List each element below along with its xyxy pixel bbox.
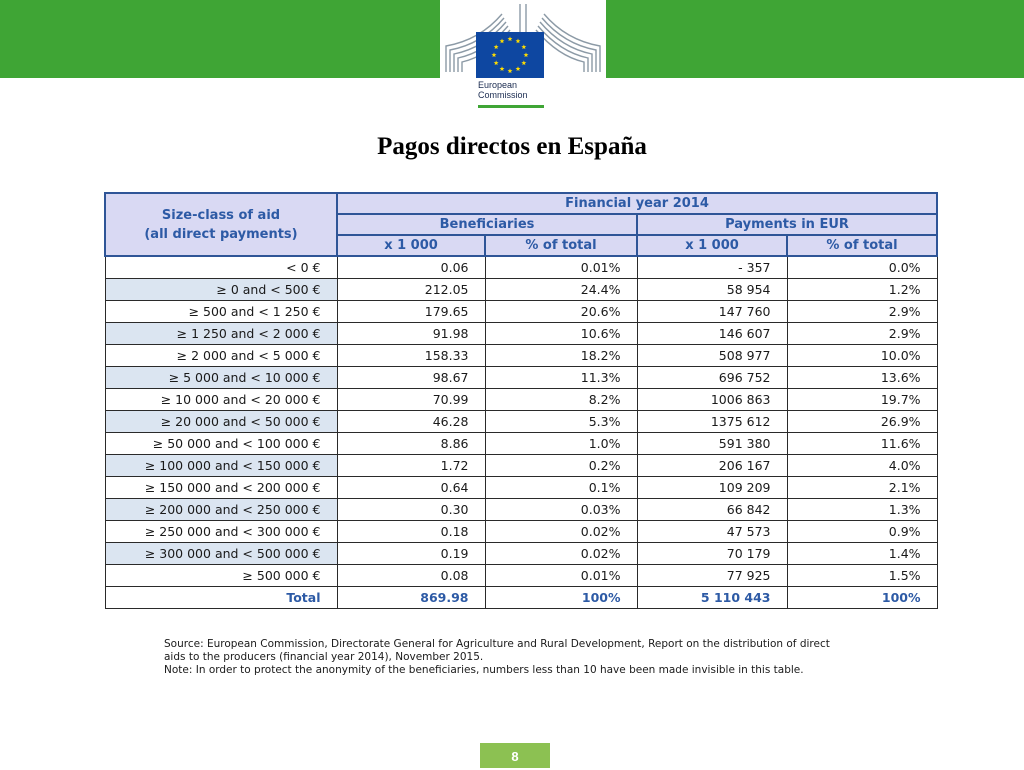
table-row <box>105 323 937 345</box>
row-payments-pct: 1.5% <box>787 565 937 587</box>
total-payments-pct: 100% <box>787 587 937 609</box>
logo-line-1: European <box>478 80 518 90</box>
row-payments: 591 380 <box>637 433 787 455</box>
row-payments: 77 925 <box>637 565 787 587</box>
source-line-3: Note: In order to protect the anonymity of the beneficiaries, numbers less than 10 have been made invisible in this table. <box>164 664 804 676</box>
row-payments: 146 607 <box>637 323 787 345</box>
total-beneficiaries-pct: 100% <box>485 587 637 609</box>
row-beneficiaries-pct: 0.1% <box>485 477 637 499</box>
total-row <box>105 587 937 609</box>
row-payments-pct: 26.9% <box>787 411 937 433</box>
table-row <box>105 521 937 543</box>
total-payments: 5 110 443 <box>637 587 787 609</box>
payments-table-wrapper <box>104 192 936 609</box>
source-note <box>164 638 924 677</box>
table-row <box>105 477 937 499</box>
row-beneficiaries-pct: 18.2% <box>485 345 637 367</box>
logo-text <box>478 80 528 100</box>
row-payments: - 357 <box>637 256 787 279</box>
row-size-class: ≥ 100 000 and < 150 000 € <box>105 455 337 477</box>
table-row <box>105 345 937 367</box>
row-size-class: ≥ 20 000 and < 50 000 € <box>105 411 337 433</box>
row-payments: 47 573 <box>637 521 787 543</box>
row-payments: 66 842 <box>637 499 787 521</box>
row-beneficiaries: 0.18 <box>337 521 485 543</box>
payments-x1000-header: x 1 000 <box>637 235 787 256</box>
table-row <box>105 279 937 301</box>
total-size-class: Total <box>105 587 337 609</box>
row-size-class: ≥ 1 250 and < 2 000 € <box>105 323 337 345</box>
row-size-class: ≥ 2 000 and < 5 000 € <box>105 345 337 367</box>
source-line-2: aids to the producers (financial year 2014), November 2015. <box>164 651 484 663</box>
row-beneficiaries: 0.19 <box>337 543 485 565</box>
logo-underline <box>478 105 544 108</box>
row-beneficiaries-pct: 0.01% <box>485 256 637 279</box>
row-payments: 508 977 <box>637 345 787 367</box>
berlaymont-building-icon <box>440 0 606 80</box>
page-title: Pagos directos en España <box>377 133 647 160</box>
row-size-class: ≥ 0 and < 500 € <box>105 279 337 301</box>
row-payments-pct: 10.0% <box>787 345 937 367</box>
row-beneficiaries: 1.72 <box>337 455 485 477</box>
table-row <box>105 565 937 587</box>
row-size-class: ≥ 500 000 € <box>105 565 337 587</box>
row-size-class: ≥ 5 000 and < 10 000 € <box>105 367 337 389</box>
table-row <box>105 499 937 521</box>
row-beneficiaries-pct: 20.6% <box>485 301 637 323</box>
row-beneficiaries: 179.65 <box>337 301 485 323</box>
table-row <box>105 433 937 455</box>
row-payments: 70 179 <box>637 543 787 565</box>
row-beneficiaries: 8.86 <box>337 433 485 455</box>
row-beneficiaries-pct: 0.2% <box>485 455 637 477</box>
row-payments: 109 209 <box>637 477 787 499</box>
logo-line-2: Commission <box>478 90 528 100</box>
page-number-badge: 8 <box>480 743 550 768</box>
size-class-header <box>105 193 337 256</box>
table-row <box>105 367 937 389</box>
row-beneficiaries: 0.64 <box>337 477 485 499</box>
table-row <box>105 411 937 433</box>
row-payments-pct: 2.9% <box>787 323 937 345</box>
row-size-class: ≥ 250 000 and < 300 000 € <box>105 521 337 543</box>
size-class-header-line-2: (all direct payments) <box>144 226 298 242</box>
row-beneficiaries-pct: 1.0% <box>485 433 637 455</box>
row-beneficiaries-pct: 0.03% <box>485 499 637 521</box>
table-body <box>105 256 937 609</box>
row-beneficiaries-pct: 10.6% <box>485 323 637 345</box>
payments-pct-header: % of total <box>787 235 937 256</box>
row-payments: 1006 863 <box>637 389 787 411</box>
size-class-header-line-1: Size-class of aid <box>161 207 281 223</box>
row-beneficiaries: 0.30 <box>337 499 485 521</box>
table-row <box>105 543 937 565</box>
row-payments: 696 752 <box>637 367 787 389</box>
row-beneficiaries-pct: 24.4% <box>485 279 637 301</box>
row-payments-pct: 2.1% <box>787 477 937 499</box>
row-beneficiaries: 46.28 <box>337 411 485 433</box>
row-payments-pct: 1.2% <box>787 279 937 301</box>
row-payments-pct: 0.0% <box>787 256 937 279</box>
european-commission-logo <box>440 0 606 112</box>
row-beneficiaries-pct: 0.01% <box>485 565 637 587</box>
total-beneficiaries: 869.98 <box>337 587 485 609</box>
row-size-class: ≥ 50 000 and < 100 000 € <box>105 433 337 455</box>
row-payments-pct: 1.3% <box>787 499 937 521</box>
row-size-class: ≥ 150 000 and < 200 000 € <box>105 477 337 499</box>
row-beneficiaries: 70.99 <box>337 389 485 411</box>
row-payments-pct: 11.6% <box>787 433 937 455</box>
row-size-class: ≥ 200 000 and < 250 000 € <box>105 499 337 521</box>
beneficiaries-x1000-header: x 1 000 <box>337 235 485 256</box>
table-row <box>105 389 937 411</box>
row-payments-pct: 19.7% <box>787 389 937 411</box>
row-size-class: ≥ 500 and < 1 250 € <box>105 301 337 323</box>
beneficiaries-header: Beneficiaries <box>337 214 637 235</box>
row-beneficiaries: 0.08 <box>337 565 485 587</box>
row-beneficiaries-pct: 8.2% <box>485 389 637 411</box>
row-beneficiaries-pct: 11.3% <box>485 367 637 389</box>
row-payments: 206 167 <box>637 455 787 477</box>
financial-year-header: Financial year 2014 <box>337 193 937 214</box>
source-line-1: Source: European Commission, Directorate General for Agriculture and Rural Development, Report on the distribution of direct <box>164 638 830 650</box>
row-beneficiaries: 91.98 <box>337 323 485 345</box>
row-payments: 1375 612 <box>637 411 787 433</box>
row-size-class: ≥ 300 000 and < 500 000 € <box>105 543 337 565</box>
row-payments-pct: 13.6% <box>787 367 937 389</box>
row-payments: 58 954 <box>637 279 787 301</box>
row-beneficiaries: 98.67 <box>337 367 485 389</box>
beneficiaries-pct-header: % of total <box>485 235 637 256</box>
row-payments: 147 760 <box>637 301 787 323</box>
row-size-class: < 0 € <box>105 256 337 279</box>
row-beneficiaries: 212.05 <box>337 279 485 301</box>
row-payments-pct: 2.9% <box>787 301 937 323</box>
payments-table <box>104 192 938 609</box>
row-payments-pct: 4.0% <box>787 455 937 477</box>
row-payments-pct: 1.4% <box>787 543 937 565</box>
payments-header: Payments in EUR <box>637 214 937 235</box>
table-row <box>105 301 937 323</box>
row-beneficiaries-pct: 0.02% <box>485 543 637 565</box>
row-beneficiaries: 0.06 <box>337 256 485 279</box>
table-row <box>105 256 937 279</box>
table-row <box>105 455 937 477</box>
row-beneficiaries: 158.33 <box>337 345 485 367</box>
row-size-class: ≥ 10 000 and < 20 000 € <box>105 389 337 411</box>
row-beneficiaries-pct: 0.02% <box>485 521 637 543</box>
row-payments-pct: 0.9% <box>787 521 937 543</box>
row-beneficiaries-pct: 5.3% <box>485 411 637 433</box>
